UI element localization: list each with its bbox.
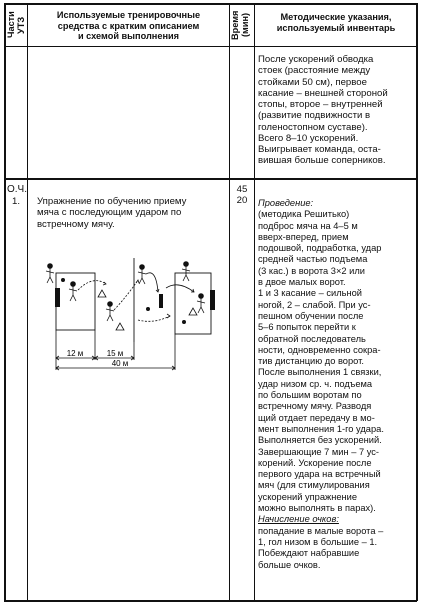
time-exercise: 20 bbox=[236, 195, 248, 207]
notes-line: попадание в малые ворота – bbox=[258, 525, 384, 536]
notes-line: голеностопном суставе). bbox=[258, 121, 368, 133]
item-number: 1. bbox=[12, 196, 21, 207]
row1-notes bbox=[258, 54, 388, 167]
ball-icon bbox=[61, 278, 65, 282]
notes-line: подошвой, подработка, удар bbox=[258, 243, 382, 254]
notes-line: ности, одновременно сокра- bbox=[258, 344, 381, 355]
field-area-right bbox=[175, 273, 211, 334]
notes-line: Всего 8–10 ускорений. bbox=[258, 132, 359, 144]
header-means-line: средства с кратким описанием bbox=[57, 20, 200, 31]
header-divider bbox=[4, 46, 417, 47]
notes-line: мент выполнения 1-го удара. bbox=[258, 423, 384, 434]
player-icon bbox=[46, 264, 54, 283]
notes-line: 1, гол низом в большие – 1. bbox=[258, 536, 378, 547]
time-values bbox=[233, 184, 251, 207]
notes-line: корений. Ускорение после bbox=[258, 457, 372, 468]
header-time: Время (мин) bbox=[230, 10, 250, 40]
notes-line: по большим воротам по bbox=[258, 390, 362, 401]
header-notes bbox=[256, 12, 416, 33]
ball-icon bbox=[182, 320, 186, 324]
col-divider-2 bbox=[229, 3, 230, 601]
header-means bbox=[29, 10, 228, 42]
notes-line: Побеждают набравшие bbox=[258, 548, 360, 559]
notes-line: можно выполнять в парах). bbox=[258, 503, 376, 514]
player-icon bbox=[182, 262, 190, 281]
notes-line: в двое малых ворот. bbox=[258, 277, 346, 288]
notes-line: стойками 50 см), первое bbox=[258, 76, 367, 88]
notes-line: Завершающие 7 мин – 7 ус- bbox=[258, 446, 380, 457]
col-divider-1 bbox=[27, 3, 28, 601]
exercise-line: Упражнение по обучению приему bbox=[37, 196, 187, 207]
notes-line: ногой, 2 – слабой. При ус- bbox=[258, 299, 371, 310]
dim-label-total: 40 м bbox=[111, 359, 129, 368]
notes-line: вверх-вперед, прием bbox=[258, 231, 349, 242]
notes-line: касание – внешней стороной bbox=[258, 87, 388, 99]
notes-line: Проведение: bbox=[258, 198, 314, 208]
dim-label-mid: 15 м bbox=[106, 349, 124, 358]
notes-line: После ускорений обводка bbox=[258, 54, 374, 65]
notes-line: Начисление очков: bbox=[258, 514, 339, 525]
notes-line: встречному мячу. Разводя bbox=[258, 401, 372, 412]
header-notes-line: используемый инвентарь bbox=[276, 22, 396, 33]
notes-line: средней частью подъема bbox=[258, 254, 368, 265]
notes-line: Выигрывает команда, оста- bbox=[258, 144, 381, 155]
notes-line: обратной последователь bbox=[258, 333, 366, 344]
cone-icon bbox=[189, 308, 197, 315]
notes-line: 1 и 3 касание – сильной bbox=[258, 288, 362, 299]
player-icon bbox=[197, 294, 205, 313]
field-diagram bbox=[38, 250, 224, 376]
row-divider bbox=[4, 178, 417, 180]
header-means-line: и схемой выполнения bbox=[77, 31, 180, 42]
small-goal-left bbox=[55, 288, 60, 307]
header-notes-line: Методические указания, bbox=[280, 12, 392, 22]
col-divider-3 bbox=[254, 3, 255, 601]
table-border-left bbox=[4, 3, 6, 601]
table-border-right bbox=[416, 3, 418, 601]
cone-icon bbox=[116, 323, 124, 330]
notes-line: стоек (расстояние между bbox=[258, 65, 371, 77]
notes-line: (развитие подвижности в bbox=[258, 110, 371, 122]
notes-line: (3 кас.) в ворота 3×2 или bbox=[258, 265, 365, 276]
notes-line: первого удара на встречный bbox=[258, 469, 381, 480]
table-border-bottom bbox=[4, 600, 417, 602]
notes-line: удар низом ср. ч. подъема bbox=[258, 378, 373, 389]
notes-line: щий отдает передачу в мо- bbox=[258, 412, 375, 423]
ball-icon bbox=[146, 307, 150, 311]
header-parts: Части УТЗ bbox=[6, 11, 26, 39]
dim-label-left: 12 м bbox=[66, 349, 84, 358]
small-goal-right bbox=[210, 290, 215, 310]
cone-icon bbox=[98, 290, 106, 297]
notes-line: (методика Решитько) bbox=[258, 209, 350, 220]
notes-line: Выполняется без ускорений. bbox=[258, 435, 382, 446]
part-label: О.Ч. bbox=[7, 184, 27, 195]
notes-line: мяч (для стимулирования bbox=[258, 480, 370, 491]
exercise-line: мяча с последующим ударом по bbox=[37, 207, 182, 219]
center-goal bbox=[159, 294, 163, 308]
exercise-line: встречному мячу. bbox=[37, 218, 115, 230]
player-icon bbox=[138, 265, 146, 284]
notes-line: вившая больше соперников. bbox=[258, 155, 386, 167]
notes-line: После выполнения 1 связки, bbox=[258, 367, 382, 378]
exercise-description bbox=[37, 196, 186, 230]
notes-line: стопы, второе – внутренней bbox=[258, 99, 383, 110]
notes-line: больше очков. bbox=[258, 559, 321, 570]
notes-line: ускорений упражнение bbox=[258, 491, 358, 502]
table-border-top bbox=[4, 3, 417, 5]
time-total: 45 bbox=[236, 184, 248, 195]
player-icon bbox=[69, 282, 77, 301]
header-means-line: Используемые тренировочные bbox=[56, 10, 201, 20]
notes-line: тив дистанцию до ворот. bbox=[258, 356, 364, 367]
notes-line: 5–6 попыток перейти к bbox=[258, 322, 356, 333]
row2-notes bbox=[258, 198, 384, 571]
notes-line: подброс мяча на 4–5 м bbox=[258, 220, 358, 231]
player-icon bbox=[106, 302, 114, 321]
notes-line: пешном обучении после bbox=[258, 310, 364, 321]
